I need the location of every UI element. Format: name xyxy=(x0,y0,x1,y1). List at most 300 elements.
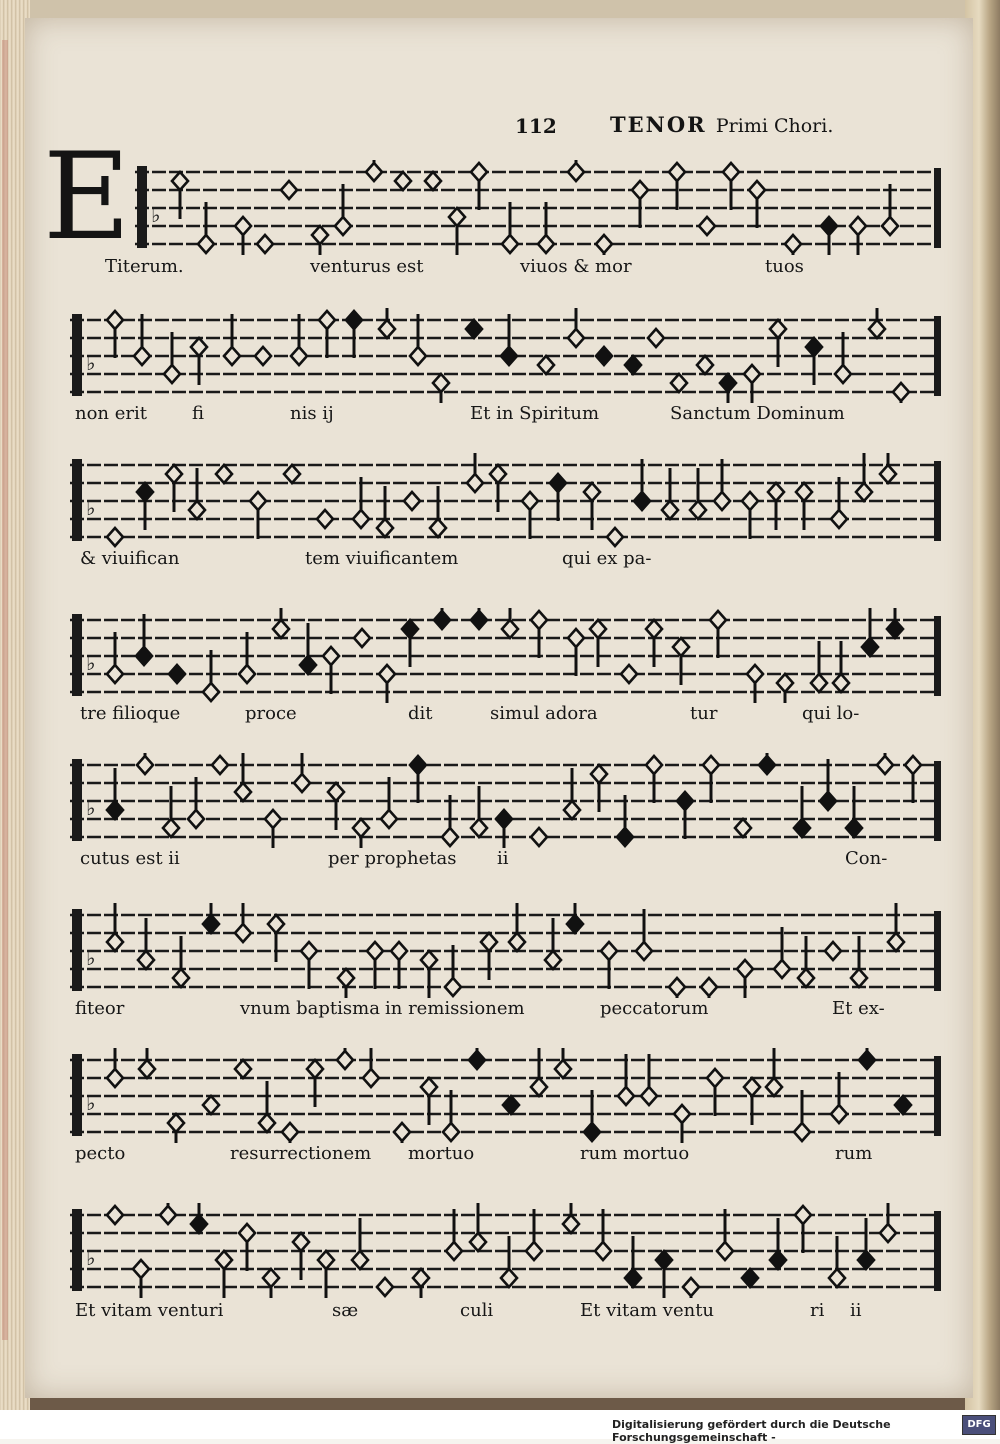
custos-bar xyxy=(934,316,941,396)
music-staff xyxy=(25,753,973,848)
note xyxy=(430,486,446,537)
note xyxy=(648,329,664,347)
note xyxy=(377,1278,393,1296)
note xyxy=(346,311,362,358)
flat-sign: ♭ xyxy=(86,496,96,520)
note xyxy=(555,1048,571,1078)
note xyxy=(469,1048,485,1069)
note xyxy=(735,819,751,837)
note xyxy=(443,1090,459,1141)
note xyxy=(501,1236,517,1287)
note xyxy=(625,1236,641,1287)
note xyxy=(168,1114,184,1143)
note xyxy=(538,356,554,374)
note xyxy=(895,1096,911,1114)
note xyxy=(107,1048,123,1087)
note xyxy=(677,792,693,839)
note xyxy=(107,528,123,546)
note xyxy=(281,181,297,199)
note xyxy=(601,942,617,989)
note xyxy=(618,1054,634,1105)
lyric-syllable: Titerum. xyxy=(105,256,184,277)
lyric-syllable: resurrectionem xyxy=(230,1143,372,1164)
lyric-syllable: Et in Spiritum xyxy=(470,403,600,424)
note xyxy=(294,753,310,792)
note xyxy=(880,453,896,483)
clef xyxy=(72,759,82,841)
music-staff xyxy=(25,308,973,403)
note xyxy=(714,459,730,510)
lyric-syllable: peccatorum xyxy=(600,998,709,1019)
note xyxy=(683,1278,699,1298)
note xyxy=(887,608,903,638)
note xyxy=(433,374,449,403)
note xyxy=(798,936,814,987)
lyric-syllable: Sanctum Dominum xyxy=(670,403,845,424)
note xyxy=(674,1105,690,1143)
note xyxy=(421,951,437,998)
note xyxy=(338,969,354,998)
note xyxy=(669,163,685,210)
note xyxy=(717,1209,733,1260)
flat-sign: ♭ xyxy=(86,651,96,675)
custos-bar xyxy=(934,616,941,696)
note xyxy=(255,347,271,365)
note xyxy=(710,611,726,658)
note xyxy=(250,492,266,539)
music-staff xyxy=(25,1203,973,1298)
note xyxy=(607,528,623,546)
lyric-syllable: dit xyxy=(408,703,433,724)
lyric-syllable: Con- xyxy=(845,848,888,869)
note xyxy=(257,235,273,253)
flat-sign: ♭ xyxy=(86,1246,96,1270)
dfg-logo: DFG xyxy=(962,1415,996,1435)
note xyxy=(835,332,851,383)
flat-sign: ♭ xyxy=(86,946,96,970)
note xyxy=(690,468,706,519)
note xyxy=(312,226,328,255)
page-number: 112 xyxy=(515,114,557,138)
note xyxy=(107,632,123,683)
note xyxy=(367,942,383,989)
note xyxy=(584,1090,600,1141)
note xyxy=(203,1096,219,1114)
note xyxy=(846,786,862,837)
note xyxy=(564,768,580,819)
note xyxy=(568,160,584,181)
note xyxy=(877,753,893,774)
note xyxy=(811,641,827,692)
note xyxy=(590,620,606,667)
note xyxy=(138,918,154,969)
note xyxy=(821,217,837,255)
note xyxy=(538,202,554,253)
lyric-syllable: venturus est xyxy=(310,256,424,277)
note xyxy=(467,453,483,492)
note xyxy=(421,1078,437,1125)
note xyxy=(173,936,189,987)
note xyxy=(774,927,790,978)
note xyxy=(323,647,339,694)
note xyxy=(284,465,300,483)
note xyxy=(319,311,335,358)
note xyxy=(703,756,719,803)
note xyxy=(596,347,612,365)
lyric-syllable: vnum baptisma xyxy=(240,998,380,1019)
note xyxy=(859,1048,875,1069)
note xyxy=(502,202,518,253)
note xyxy=(673,638,689,685)
note xyxy=(107,1206,123,1224)
custos-bar xyxy=(934,1211,941,1291)
flat-sign: ♭ xyxy=(151,203,161,227)
note xyxy=(785,235,801,255)
note xyxy=(471,608,487,629)
flat-sign: ♭ xyxy=(86,796,96,820)
note xyxy=(328,783,344,830)
note xyxy=(591,765,607,812)
lyric-syllable: sæ xyxy=(332,1300,359,1321)
lyric-syllable: simul adora xyxy=(490,703,598,724)
note xyxy=(825,942,841,960)
note xyxy=(646,620,662,667)
note xyxy=(850,217,866,255)
note xyxy=(442,795,458,846)
note xyxy=(273,608,289,638)
note xyxy=(669,978,685,998)
note xyxy=(402,620,418,667)
note xyxy=(858,1218,874,1269)
lyric-syllable: tem viuificantem xyxy=(305,548,459,569)
lyrics-line xyxy=(25,1300,973,1330)
note xyxy=(634,459,650,510)
note xyxy=(662,468,678,519)
note xyxy=(720,374,736,403)
lyric-syllable: non erit xyxy=(75,403,147,424)
note xyxy=(169,665,185,683)
note xyxy=(882,184,898,235)
note xyxy=(770,320,786,367)
note xyxy=(216,465,232,483)
note xyxy=(636,909,652,960)
custos-bar xyxy=(934,168,941,248)
note xyxy=(282,1123,298,1143)
lyric-syllable: rum xyxy=(835,1143,873,1164)
footer-bar xyxy=(0,1410,1000,1444)
voice-title xyxy=(610,112,833,137)
note xyxy=(191,1203,207,1233)
lyric-syllable: proce xyxy=(245,703,297,724)
note xyxy=(501,314,517,365)
clef xyxy=(72,614,82,696)
note xyxy=(749,181,765,228)
note xyxy=(481,933,497,980)
note xyxy=(235,217,251,255)
lyric-syllable: fi xyxy=(192,403,205,424)
music-staff xyxy=(25,903,973,998)
custos-bar xyxy=(934,461,941,541)
clef xyxy=(137,166,147,248)
lyric-syllable: culi xyxy=(460,1300,494,1321)
note xyxy=(869,308,885,338)
note xyxy=(646,756,662,803)
note xyxy=(641,1054,657,1105)
note xyxy=(160,1203,176,1224)
lyrics-line xyxy=(25,998,973,1028)
clef xyxy=(72,909,82,991)
note xyxy=(425,172,441,190)
note xyxy=(888,903,904,951)
footer-credit: Digitalisierung gefördert durch die Deutsche Forschungsgemeinschaft - xyxy=(612,1418,891,1444)
lyric-syllable: ii xyxy=(850,1300,862,1321)
lyric-syllable: mortuo xyxy=(408,1143,475,1164)
note xyxy=(259,1081,275,1132)
lyrics-line xyxy=(25,548,973,578)
note xyxy=(829,1236,845,1287)
note xyxy=(831,477,847,528)
note xyxy=(263,1269,279,1298)
note xyxy=(366,160,382,181)
note xyxy=(794,1090,810,1141)
note xyxy=(172,172,188,219)
note xyxy=(862,608,878,656)
note xyxy=(522,492,538,539)
note xyxy=(777,674,793,703)
note xyxy=(413,1269,429,1298)
note xyxy=(632,181,648,228)
note xyxy=(697,356,713,374)
note xyxy=(449,208,465,255)
lyrics-line xyxy=(25,1143,973,1173)
note xyxy=(235,1060,251,1078)
note xyxy=(851,936,867,987)
note xyxy=(496,810,512,848)
note xyxy=(766,1048,782,1096)
note xyxy=(707,1069,723,1116)
lyrics-line xyxy=(25,848,973,878)
lyric-syllable: qui ex pa- xyxy=(562,548,652,569)
choir-label: Primi Chori. xyxy=(715,115,834,137)
note xyxy=(490,465,506,512)
lyrics-line xyxy=(25,703,973,733)
note xyxy=(742,492,758,539)
note xyxy=(203,650,219,701)
note xyxy=(224,314,240,365)
note xyxy=(747,665,763,703)
note xyxy=(567,903,583,933)
custos-bar xyxy=(934,761,941,841)
note xyxy=(434,608,450,629)
note xyxy=(410,314,426,365)
note xyxy=(531,828,547,846)
note xyxy=(794,786,810,837)
note xyxy=(905,756,921,803)
note xyxy=(806,338,822,385)
lyric-syllable: cutus est ii xyxy=(80,848,180,869)
note xyxy=(265,810,281,848)
note xyxy=(531,1048,547,1096)
note xyxy=(377,486,393,537)
lyric-syllable: per prophetas xyxy=(328,848,457,869)
note xyxy=(563,1203,579,1233)
lyric-syllable: viuos & mor xyxy=(520,256,632,277)
note xyxy=(134,314,150,365)
custos-bar xyxy=(934,911,941,991)
lyric-syllable: fiteor xyxy=(75,998,125,1019)
note xyxy=(526,1209,542,1260)
note xyxy=(503,1096,519,1114)
note xyxy=(509,903,525,951)
note xyxy=(107,903,123,951)
note xyxy=(137,483,153,530)
note xyxy=(354,629,370,647)
note xyxy=(216,1251,232,1298)
lyric-syllable: tre filioque xyxy=(80,703,181,724)
note xyxy=(212,756,228,774)
note xyxy=(699,217,715,235)
lyrics-line xyxy=(25,403,973,433)
lyric-syllable: nis ij xyxy=(290,403,334,424)
note xyxy=(893,383,909,403)
note xyxy=(470,1203,486,1251)
note xyxy=(744,365,760,403)
note xyxy=(759,753,775,774)
note xyxy=(317,510,333,528)
note xyxy=(301,942,317,989)
note xyxy=(352,1218,368,1269)
note xyxy=(744,1078,760,1125)
lyrics-line xyxy=(25,256,973,286)
book-page xyxy=(25,18,973,1398)
note xyxy=(621,665,637,683)
music-staff xyxy=(25,453,973,548)
note xyxy=(107,311,123,358)
lyric-syllable: Et vitam ventu xyxy=(580,1300,715,1321)
note xyxy=(568,629,584,676)
note xyxy=(164,332,180,383)
note xyxy=(379,308,395,338)
note xyxy=(335,184,351,235)
note xyxy=(596,235,612,255)
clef xyxy=(72,459,82,541)
note xyxy=(410,756,426,803)
note xyxy=(394,1123,410,1143)
note xyxy=(318,1251,334,1298)
note xyxy=(293,1233,309,1280)
flat-sign: ♭ xyxy=(86,351,96,375)
note xyxy=(300,623,316,674)
note xyxy=(831,1072,847,1123)
note xyxy=(137,753,153,774)
lyric-syllable: in remissionem xyxy=(385,998,525,1019)
note xyxy=(307,1060,323,1107)
lyric-syllable: Et ex- xyxy=(832,998,885,1019)
note xyxy=(833,641,849,692)
lyric-syllable: Et vitam venturi xyxy=(75,1300,224,1321)
note xyxy=(595,1209,611,1260)
note xyxy=(291,314,307,365)
note xyxy=(820,759,836,810)
note xyxy=(353,477,369,528)
note xyxy=(531,611,547,658)
note xyxy=(166,465,182,512)
note xyxy=(107,768,123,819)
lyric-syllable: tur xyxy=(690,703,718,724)
note xyxy=(445,945,461,996)
note xyxy=(203,903,219,933)
note xyxy=(502,608,518,638)
note xyxy=(363,1048,379,1087)
lyric-syllable: rum mortuo xyxy=(580,1143,690,1164)
note xyxy=(880,1203,896,1242)
note xyxy=(671,374,687,392)
note xyxy=(550,474,566,521)
decorated-initial: E xyxy=(43,128,131,267)
note xyxy=(723,163,739,210)
clef xyxy=(72,1054,82,1136)
note xyxy=(198,202,214,253)
note xyxy=(189,468,205,519)
note xyxy=(239,1224,255,1271)
lyric-syllable: ri xyxy=(810,1300,825,1321)
note xyxy=(568,308,584,347)
music-staff xyxy=(25,1048,973,1143)
lyric-syllable: pecto xyxy=(75,1143,126,1164)
note xyxy=(268,915,284,962)
note xyxy=(163,786,179,837)
custos-bar xyxy=(934,1056,941,1136)
note xyxy=(404,492,420,510)
lyric-syllable: ii xyxy=(497,848,509,869)
note xyxy=(625,356,641,374)
note xyxy=(337,1048,353,1069)
note xyxy=(617,795,633,846)
note xyxy=(656,1251,672,1298)
note xyxy=(391,942,407,989)
note xyxy=(191,338,207,385)
lyric-syllable: qui lo- xyxy=(802,703,860,724)
note xyxy=(239,632,255,683)
note xyxy=(742,1269,758,1287)
page-header xyxy=(25,110,973,150)
flat-sign: ♭ xyxy=(86,1091,96,1115)
note xyxy=(381,777,397,828)
lyric-syllable: & viuifican xyxy=(80,548,180,569)
music-staff xyxy=(25,160,973,255)
note xyxy=(545,918,561,969)
note xyxy=(133,1260,149,1298)
note xyxy=(235,903,251,942)
note xyxy=(737,960,753,998)
note xyxy=(136,614,152,665)
clef xyxy=(72,1209,82,1291)
note xyxy=(796,483,812,530)
note xyxy=(139,1048,155,1078)
note xyxy=(353,819,369,848)
note xyxy=(188,777,204,828)
note xyxy=(856,453,872,501)
lyric-syllable: tuos xyxy=(765,256,804,277)
note xyxy=(395,172,411,190)
clef xyxy=(72,314,82,396)
note xyxy=(235,753,251,801)
note xyxy=(584,483,600,530)
note xyxy=(446,1209,462,1260)
voice-label: TENOR xyxy=(610,112,707,137)
note xyxy=(466,320,482,338)
note xyxy=(768,483,784,530)
